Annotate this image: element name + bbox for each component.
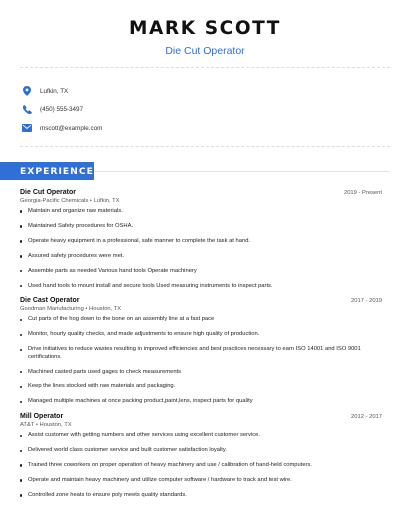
phone-icon — [22, 105, 32, 115]
job-company: Georgia-Pacific Chemicals • Lufkin, TX — [20, 198, 120, 204]
header-divider — [20, 67, 390, 68]
contact-divider — [20, 146, 390, 147]
bullet-item: Trained three coworkers on proper operation of heavy machinery and use / calibration of hand-held computers. — [20, 462, 382, 469]
job-entry — [20, 413, 382, 499]
job-title: Mill Operator — [20, 413, 64, 421]
contact-email — [22, 119, 102, 137]
contact-location — [22, 82, 102, 100]
job-title: Die Cast Operator — [20, 297, 80, 305]
job-bullets — [20, 208, 382, 290]
bullet-item: Assured safety procedures were met. — [20, 253, 382, 260]
job-header — [20, 297, 382, 304]
bullet-item: Maintained Safety procedures for OSHA. — [20, 223, 382, 230]
mail-icon — [22, 123, 32, 133]
job-bullets — [20, 316, 382, 405]
bullet-item: Machined casted parts used gages to check measurements — [20, 369, 382, 376]
bullet-item: Cut parts of the hog down to the bone on an assembly line at a fast pace — [20, 316, 382, 323]
bullet-item: Managed multiple machines at once packing product,paint,lens, inspect parts for quality — [20, 398, 382, 405]
contact-phone — [22, 101, 102, 119]
job-dates: 2012 - 2017 — [351, 414, 382, 421]
experience-list — [20, 189, 382, 507]
job-title: Die Cut Operator — [20, 189, 77, 196]
candidate-title: Die Cut Operator — [165, 45, 245, 57]
bullet-item: Assemble parts as needed Various hand tools Operate machinery — [20, 268, 382, 275]
contact-list — [22, 82, 102, 138]
job-bullets — [20, 432, 382, 499]
contact-phone-text: (450) 555-3497 — [40, 106, 84, 113]
bullet-item: Drive initiatives to reduce wastes resulting in improved efficiencies and best practices necessary to earn ISO 14001 and ISO 9001 certifications. — [20, 346, 382, 361]
resume-header — [0, 0, 410, 57]
bullet-item: Monitor, hourly quality checks, and made adjustments to ensure high quality of production. — [20, 331, 382, 338]
job-dates: 2017 - 2019 — [351, 298, 382, 305]
bullet-item: Delivered world class customer service and built customer satisfaction loyalty. — [20, 447, 382, 454]
section-rule — [94, 171, 390, 172]
job-company: AT&T • Houston, TX — [20, 422, 72, 429]
candidate-name: MARK SCOTT — [128, 18, 282, 39]
bullet-item: Operate heavy equipment in a professional, safe manner to complete the task at hand. — [20, 238, 382, 245]
bullet-item: Keep the lines stocked with raw materials and packaging. — [20, 383, 382, 390]
job-entry — [20, 297, 382, 405]
contact-location-text: Lufkin, TX — [40, 87, 69, 95]
contact-email-text: mscott@example.com — [40, 124, 103, 132]
location-pin-icon — [22, 86, 32, 96]
job-dates: 2019 - Present — [343, 190, 382, 196]
bullet-item: Used hand tools to mount install and secure tools Used measuring instruments to inspect parts. — [20, 283, 382, 290]
job-header — [20, 413, 382, 420]
bullet-item: Operate and maintain heavy machinery and utilize computer software / hardware to track and test wire. — [20, 477, 382, 484]
bullet-item: Controlled zone heats to ensure poly meets quality standards. — [20, 492, 382, 499]
bullet-item: Assist customer with getting numbers and other services using excellent customer service. — [20, 432, 382, 439]
job-company: Goodman Manufacturing • Houston, TX — [20, 306, 122, 313]
bullet-item: Maintain and organize raw materials. — [20, 208, 382, 215]
experience-section-heading: EXPERIENCE — [0, 162, 94, 180]
job-entry — [20, 189, 382, 290]
job-header — [20, 189, 382, 196]
